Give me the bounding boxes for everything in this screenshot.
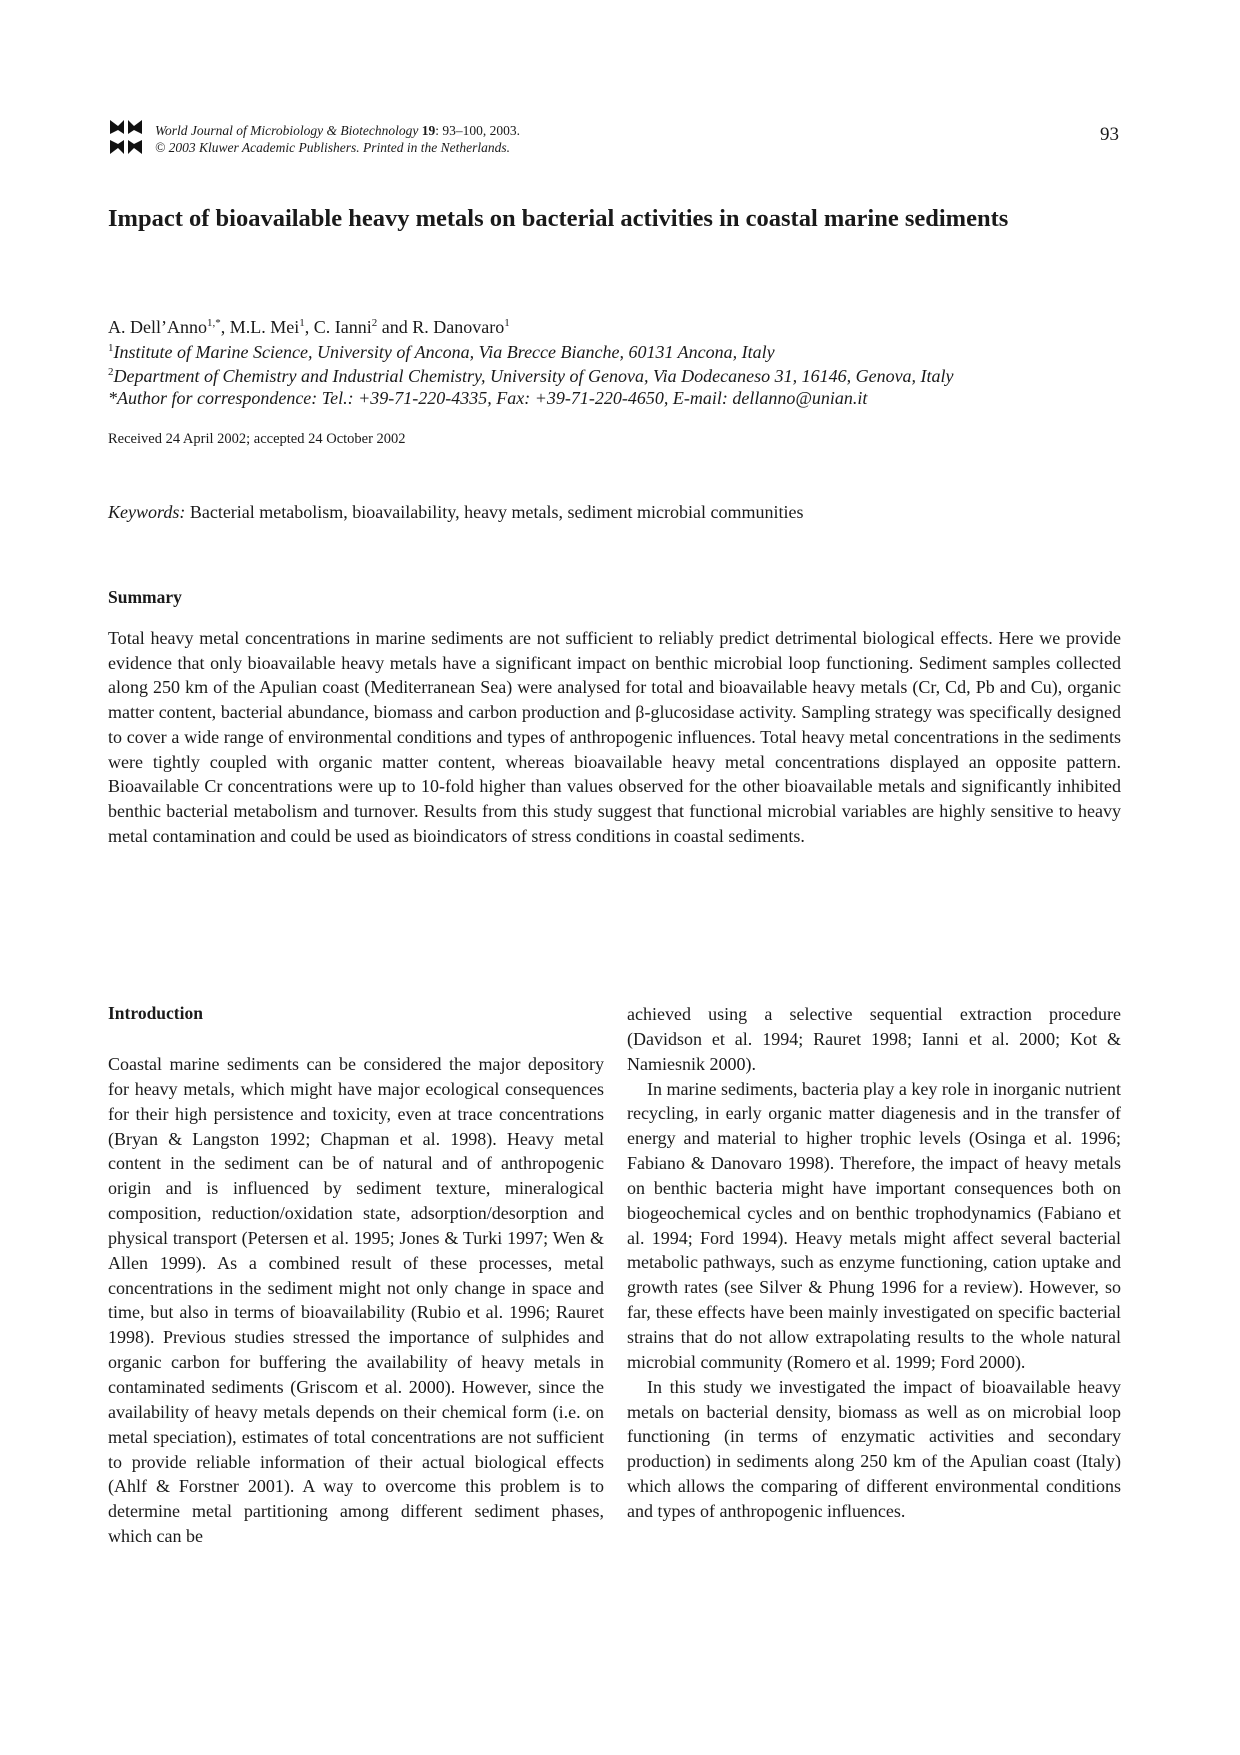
journal-citation (155, 122, 520, 156)
author-affil-sup: 1 (504, 317, 510, 329)
author-affil-sup: 2 (371, 317, 378, 329)
article-title: Impact of bioavailable heavy metals on bacterial activities in coastal marine sediments (108, 205, 1009, 232)
page-number: 93 (1100, 124, 1119, 145)
copyright-line: © 2003 Kluwer Academic Publishers. Printed in the Netherlands. (155, 140, 510, 155)
journal-volume: 19 (421, 123, 436, 138)
affiliation-2: $^2$Department of Chemistry and Industrial Chemistry, University of Genova, Via Dodecaneso 31, 16146, Genova, Italy (108, 366, 954, 386)
body-column-right (627, 1002, 1121, 1524)
author-name: A. Dell’Anno (108, 317, 207, 337)
keywords-label: Keywords: (108, 502, 186, 522)
body-column-left (108, 1052, 604, 1549)
affiliation-1: $^1$Institute of Marine Science, University of Ancona, Via Brecce Bianche, 60131 Ancona, Italy (108, 342, 775, 362)
journal-pages: : 93–100, 2003. (435, 123, 520, 138)
author-name: and R. Danovaro (377, 317, 505, 337)
intro-paragraph: achieved using a selective sequential extraction procedure (Davidson et al. 1994; Rauret 1998; Ianni et al. 2000; Kot & Namiesnik 2000). (627, 1004, 1121, 1074)
intro-paragraph: In this study we investigated the impact of bioavailable heavy metals on bacterial density, biomass as well as on microbial loop functioning (in terms of enzymatic activities and secondary production) in sediments along 250 km of the Apulian coast (Italy) which allows the comparing of different environmental conditions and types of anthropogenic influences. (627, 1376, 1121, 1521)
keywords-line (108, 502, 804, 523)
summary-heading: Summary (108, 587, 182, 607)
publisher-logo-icon (108, 118, 144, 156)
author-name: , M.L. Mei (220, 317, 300, 337)
journal-name: World Journal of Microbiology & Biotechnology (155, 123, 419, 138)
author-list (108, 312, 510, 338)
summary-text: Total heavy metal concentrations in marine sediments are not sufficient to reliably predict detrimental biological effects. Here we provide evidence that only bioavailable heavy metals have a significant impact on benthic microbial loop functioning. Sediment samples collected along 250 km of the Apulian coast (Mediterranean Sea) were analysed for total and bioavailable heavy metals (Cr, Cd, Pb and Cu), organic matter content, bacterial abundance, biomass and carbon production and β-glucosidase activity. Sampling strategy was specifically designed to cover a wide range of environmental conditions and types of anthropogenic influences. Total heavy metal concentrations in the sediments were tightly coupled with organic matter content, whereas bioavailable heavy metal concentrations displayed an opposite pattern. Bioavailable Cr concentrations were up to 10-fold higher than values observed for the other bioavailable metals and significantly inhibited benthic bacterial metabolism and turnover. Results from this study suggest that functional microbial variables are highly sensitive to heavy metal contamination and could be used as bioindicators of stress conditions in coastal sediments. (108, 628, 1121, 846)
intro-paragraph: Coastal marine sediments can be considered the major depository for heavy metals, which might have major ecological consequences for their high persistence and toxicity, even at trace concentrations (Bryan & Langston 1992; Chapman et al. 1998). Heavy metal content in the sediment can be of natural and of anthropogenic origin and is influenced by sediment texture, mineralogical composition, reduction/oxidation state, adsorption/desorption and physical transport (Petersen et al. 1995; Jones & Turki 1997; Wen & Allen 1999). As a combined result of these processes, metal concentrations in the sediment might not only change in space and time, but also in terms of bioavailability (Rubio et al. 1996; Rauret 1998). Previous studies stressed the importance of sulphides and organic carbon for buffering the availability of heavy metals in contaminated sediments (Griscom et al. 2000). However, since the availability of heavy metals depends on their chemical form (i.e. on metal speciation), estimates of total concentrations are not sufficient to provide reliable information of their actual biological effects (Ahlf & Forstner 2001). A way to overcome this problem is to determine metal partitioning among different sediment phases, which can be (108, 1054, 604, 1547)
keywords-text: Bacterial metabolism, bioavailability, heavy metals, sediment microbial communities (189, 502, 804, 522)
intro-paragraph: In marine sediments, bacteria play a key role in inorganic nutrient recycling, in early organic matter diagenesis and in the transfer of energy and material to higher trophic levels (Osinga et al. 1996; Fabiano & Danovaro 1998). Therefore, the impact of heavy metals on benthic bacteria might have important consequences both on biogeochemical cycles and on benthic trophodynamics (Fabiano et al. 1994; Ford 1994). Heavy metals might affect several bacterial metabolic pathways, such as enzyme functioning, cation uptake and growth rates (see Silver & Phung 1996 for a review). However, so far, these effects have been mainly investigated on specific bacterial strains that do not allow extrapolating results to the whole natural microbial community (Romero et al. 1999; Ford 2000). (627, 1078, 1122, 1372)
author-affil-sup: 1 (299, 317, 305, 329)
author-name: , C. Ianni (304, 317, 372, 337)
received-dates: Received 24 April 2002; accepted 24 October 2002 (108, 431, 406, 447)
introduction-heading: Introduction (108, 1003, 203, 1023)
author-affil-sup: 1,* (206, 317, 221, 329)
correspondence-line: *Author for correspondence: Tel.: +39-71-220-4335, Fax: +39-71-220-4650, E-mail: dellanno@unian.it (108, 388, 868, 408)
